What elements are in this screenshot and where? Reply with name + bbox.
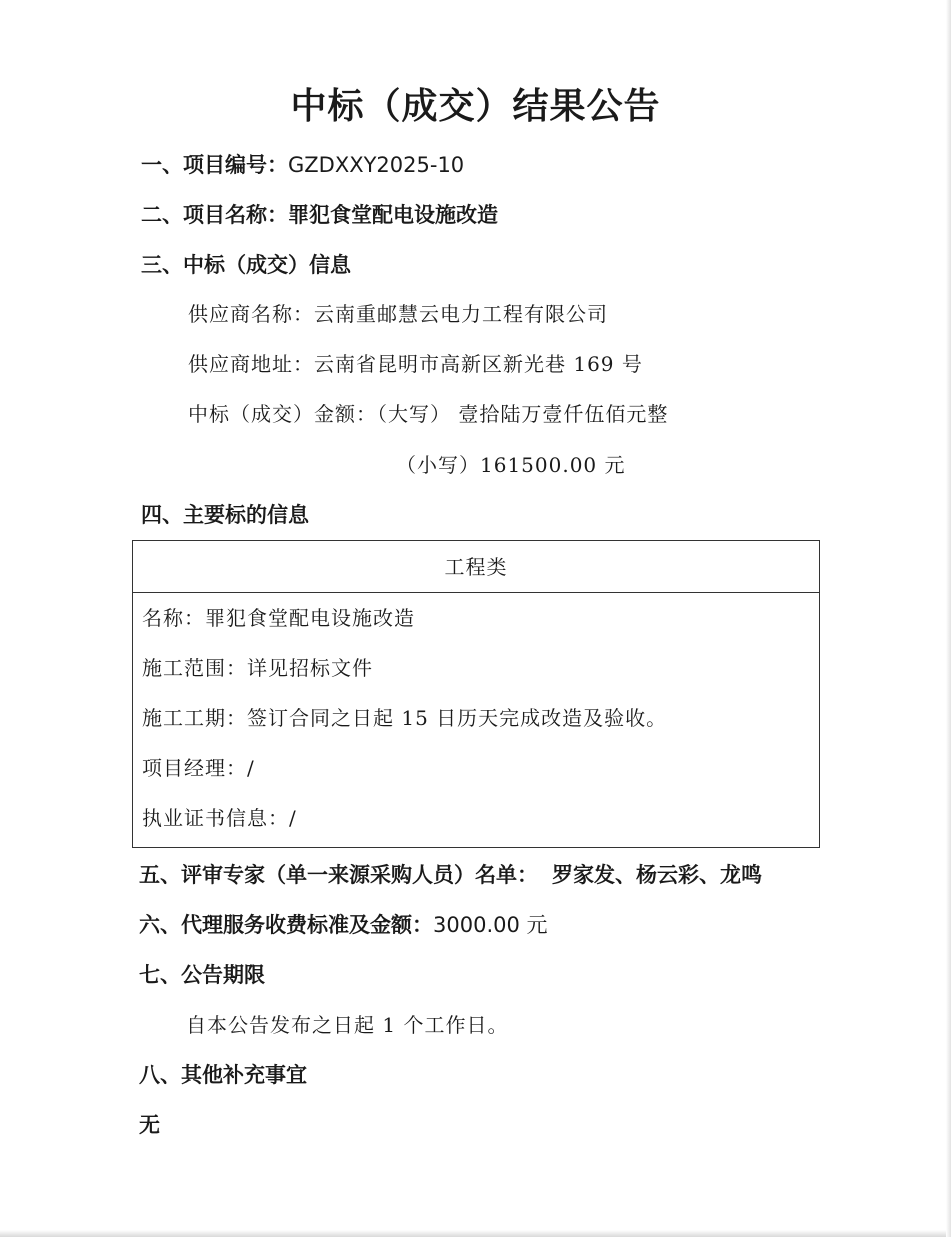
table-row-name: 名称：罪犯食堂配电设施改造 — [142, 606, 415, 630]
scan-right-edge — [946, 0, 951, 1237]
award-amount-lower: （小写）161500.00 元 — [396, 453, 626, 477]
table-header — [133, 541, 819, 593]
award-amount-upper: 中标（成交）金额：（大写） 壹拾陆万壹仟伍佰元整 — [188, 402, 669, 426]
notice-period-heading: 七、公告期限 — [139, 963, 265, 987]
table-row-scope: 施工范围：详见招标文件 — [142, 656, 373, 680]
notice-period-content: 自本公告发布之日起 1 个工作日。 — [186, 1013, 509, 1037]
scan-bottom-edge — [0, 1230, 951, 1237]
table-row-manager: 项目经理：/ — [142, 756, 255, 780]
project-name-value: 罪犯食堂配电设施改造 — [288, 203, 498, 227]
project-name-label: 二、项目名称： — [141, 203, 288, 227]
experts-label: 五、评审专家（单一来源采购人员）名单： — [139, 863, 538, 887]
agency-fee-value: 3000.00 元 — [433, 913, 548, 937]
project-name-line — [141, 200, 498, 230]
subject-info-table — [132, 540, 820, 848]
award-info-heading: 三、中标（成交）信息 — [141, 253, 351, 277]
table-header-label: 工程类 — [444, 554, 508, 579]
other-matters-content: 无 — [139, 1113, 160, 1137]
project-number-value: GZDXXY2025-10 — [288, 153, 465, 177]
table-row-duration: 施工工期：签订合同之日起 15 日历天完成改造及验收。 — [142, 706, 668, 730]
project-number-label: 一、项目编号： — [141, 153, 288, 177]
agency-fee-label: 六、代理服务收费标准及金额： — [139, 913, 433, 937]
subject-info-heading: 四、主要标的信息 — [141, 503, 309, 527]
agency-fee-line — [139, 910, 548, 940]
other-matters-heading: 八、其他补充事宜 — [139, 1063, 307, 1087]
table-row-certificate: 执业证书信息：/ — [142, 806, 297, 830]
supplier-address: 供应商地址：云南省昆明市高新区新光巷 169 号 — [188, 352, 643, 376]
experts-value: 罗家发、杨云彩、龙鸣 — [552, 863, 762, 887]
project-number-line — [141, 150, 464, 180]
supplier-name: 供应商名称：云南重邮慧云电力工程有限公司 — [188, 302, 608, 326]
experts-line — [139, 860, 762, 890]
page-title: 中标（成交）结果公告 — [290, 86, 661, 127]
